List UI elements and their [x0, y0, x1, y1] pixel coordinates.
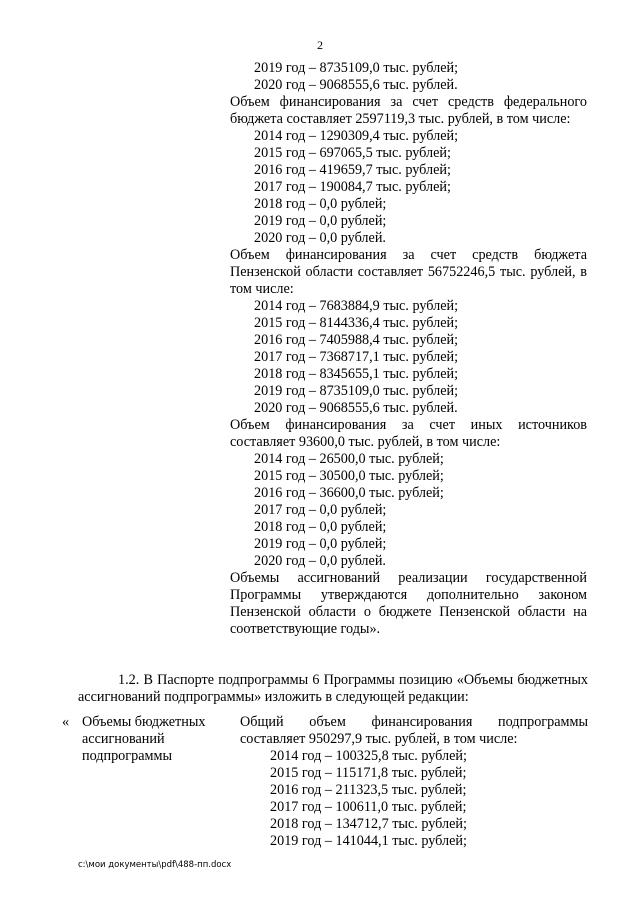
year-line: 2016 год – 36600,0 тыс. рублей;	[254, 485, 444, 501]
year-line: 2020 год – 9068555,6 тыс. рублей.	[254, 400, 458, 416]
year-line: 2019 год – 0,0 рублей;	[254, 536, 387, 552]
year-line: 2020 год – 0,0 рублей.	[254, 553, 386, 569]
closing-paragraph: Объемы ассигнований реализации государственной Программы утверждаются дополнительно законом Пензенской области о бюджете Пензенской области на соответствующие годы».	[230, 570, 587, 637]
regional-paragraph: Объем финансирования за счет средств бюджета Пензенской области составляет 56752246,5 тыс. рублей, в том числе:	[230, 247, 587, 297]
year-line: 2018 год – 8345655,1 тыс. рублей;	[254, 366, 459, 382]
year-line: 2018 год – 0,0 рублей;	[254, 519, 387, 535]
year-line: 2014 год – 100325,8 тыс. рублей;	[270, 748, 467, 764]
year-line: 2016 год – 211323,5 тыс. рублей;	[270, 782, 467, 798]
section-1-2-paragraph: 1.2. В Паспорте подпрограммы 6 Программы позицию «Объемы бюджетных ассигнований подпрограммы» изложить в следующей редакции:	[78, 672, 588, 705]
year-line: 2014 год – 26500,0 тыс. рублей;	[254, 451, 444, 467]
other-sources-paragraph: Объем финансирования за счет иных источников составляет 93600,0 тыс. рублей, в том числе:	[230, 417, 587, 450]
year-line: 2017 год – 0,0 рублей;	[254, 502, 387, 518]
year-line: 2015 год – 697065,5 тыс. рублей;	[254, 145, 451, 161]
year-line: 2019 год – 141044,1 тыс. рублей;	[270, 833, 467, 849]
year-line: 2018 год – 0,0 рублей;	[254, 196, 387, 212]
year-line: 2015 год – 30500,0 тыс. рублей;	[254, 468, 444, 484]
year-line: 2019 год – 8735109,0 тыс. рублей;	[254, 60, 459, 76]
financing-block	[230, 60, 587, 638]
year-line: 2014 год – 1290309,4 тыс. рублей;	[254, 128, 459, 144]
total-financing-paragraph: Общий объем финансирования подпрограммы составляет 950297,9 тыс. рублей, в том числе:	[240, 714, 588, 747]
year-line: 2014 год – 7683884,9 тыс. рублей;	[254, 298, 459, 314]
year-line: 2020 год – 9068555,6 тыс. рублей.	[254, 77, 458, 93]
year-line: 2019 год – 0,0 рублей;	[254, 213, 387, 229]
year-line: 2019 год – 8735109,0 тыс. рублей;	[254, 383, 459, 399]
year-line: 2016 год – 419659,7 тыс. рублей;	[254, 162, 451, 178]
year-line: 2017 год – 100611,0 тыс. рублей;	[270, 799, 467, 815]
opening-quote: «	[62, 714, 70, 730]
table-value-cell	[240, 714, 588, 850]
year-line: 2015 год – 115171,8 тыс. рублей;	[270, 765, 467, 781]
year-line: 2018 год – 134712,7 тыс. рублей;	[270, 816, 467, 832]
table-label: Объемы бюджетных ассигнований подпрограммы	[82, 714, 206, 764]
file-path-footer: c:\мои документы\pdf\488-пп.docx	[78, 860, 232, 870]
year-line: 2015 год – 8144336,4 тыс. рублей;	[254, 315, 459, 331]
year-line: 2020 год – 0,0 рублей.	[254, 230, 386, 246]
year-line: 2016 год – 7405988,4 тыс. рублей;	[254, 332, 459, 348]
federal-paragraph: Объем финансирования за счет средств федерального бюджета составляет 2597119,3 тыс. рублей, в том числе:	[230, 94, 587, 127]
year-line: 2017 год – 7368717,1 тыс. рублей;	[254, 349, 459, 365]
page-number: 2	[317, 38, 323, 52]
year-line: 2017 год – 190084,7 тыс. рублей;	[254, 179, 451, 195]
